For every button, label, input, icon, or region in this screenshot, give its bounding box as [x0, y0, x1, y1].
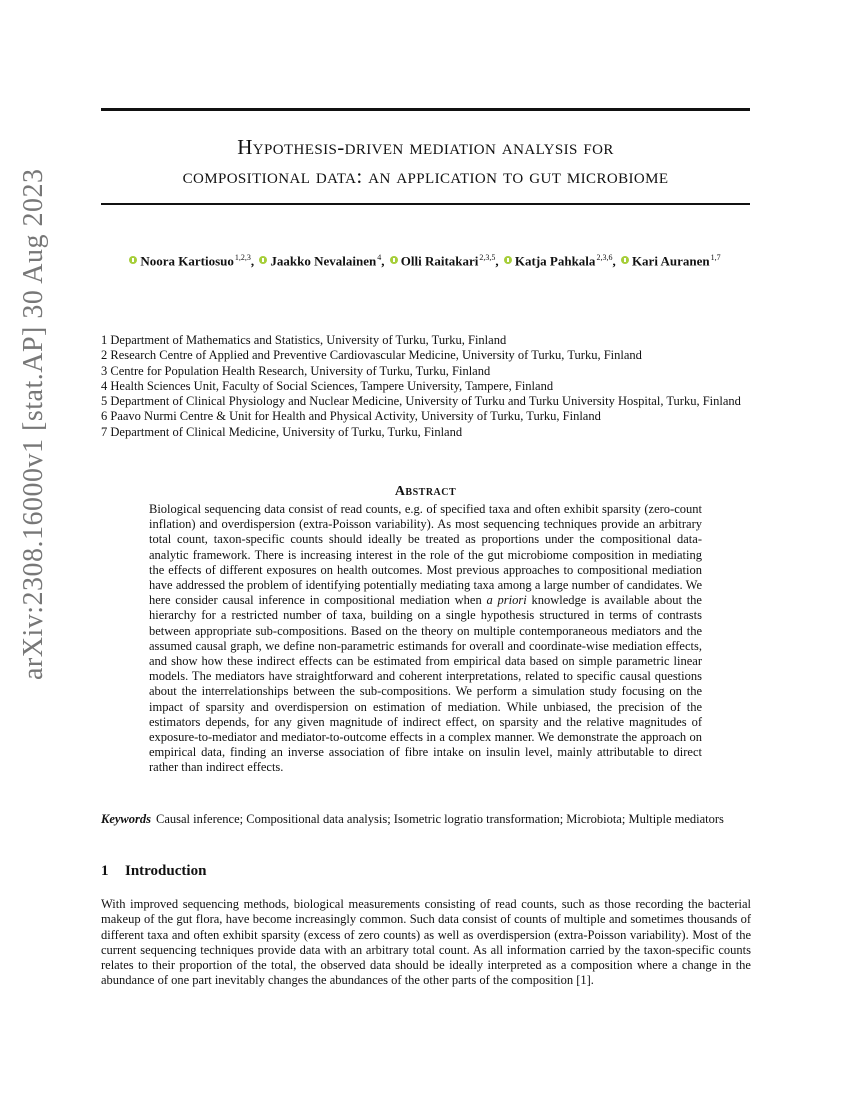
abstract-italic: a priori — [486, 593, 527, 608]
author-separator: , — [381, 253, 385, 269]
title-rule-top — [101, 108, 750, 111]
title-line-2: compositional data: an application to gut microbiome — [182, 164, 669, 188]
keywords — [101, 812, 753, 827]
author-name: Kari Auranen — [631, 253, 710, 269]
author-2 — [259, 253, 384, 269]
orcid-icon[interactable] — [259, 256, 267, 264]
orcid-icon[interactable] — [504, 256, 512, 264]
author-affil-sup: 2,3,6 — [596, 253, 613, 262]
abstract-heading: Abstract — [394, 484, 457, 499]
keywords-label: Keywords — [101, 812, 151, 826]
author-name: Katja Pahkala — [514, 253, 596, 269]
keywords-text: Causal inference; Compositional data analysis; Isometric logratio transformation; Microbiota; Multiple mediators — [156, 812, 724, 826]
author-4 — [504, 253, 616, 269]
affiliation: 6 Paavo Nurmi Centre & Unit for Health and Physical Activity, University of Turku, Turku, Finland — [101, 409, 601, 424]
intro-paragraph: With improved sequencing methods, biological measurements consisting of read counts, such as those recording the bacterial makeup of the gut flora, have become increasingly common. Such data consist of counts of multiple and sometimes thousands of different taxa and often exhibit sparsity (excess of zero counts) as well as overdispersion (extra-Poisson variability). Most of the current sequencing techniques provide data with an arbitrary total count. As all information carried by the taxon-specific counts relates to their proportion of the total, the observed data should be ideally interpreted as a composition where a change in the abundance of one part inevitably changes the abundances of the other parts of the composition [1]. — [101, 897, 751, 988]
affiliation: 2 Research Centre of Applied and Preventive Cardiovascular Medicine, University of Turku, Turku, Finland — [101, 348, 642, 363]
author-affil-sup: 2,3,5 — [479, 253, 496, 262]
orcid-icon[interactable] — [390, 256, 398, 264]
abstract-text: knowledge is available about the hierarchy for a restricted number of taxa, building on a single hypothesis structured in terms of contrasts between appropriate sub-compositions. Based on the theory on multiple contemporaneous mediators and the assumed causal graph, we define non-parametric estimands for overall and coordinate-wise mediation effects, and show how these indirect effects can be estimated from empirical data based on simple parametric linear models. The mediators have straightforward and coherent interpretations, related to specific causal questions about the interrelationships between the sub-compositions. We perform a simulation study focusing on the impact of sparsity and overdispersion on estimation of mediation. While unbiased, the precision of the estimators depends, for any given magnitude of indirect effect, on sparsity and the relative magnitudes of exposure-to-mediator and mediator-to-outcome effects in a complex manner. We demonstrate the approach on empirical data, finding an inverse association of fibre intake on insulin level, mainly attributable to direct rather than indirect effects. — [149, 593, 702, 775]
author-name: Noora Kartiosuo — [140, 253, 234, 269]
section-heading — [101, 863, 206, 880]
orcid-icon[interactable] — [129, 256, 137, 264]
affiliation: 1 Department of Mathematics and Statistics, University of Turku, Turku, Finland — [101, 333, 507, 347]
author-affil-sup: 1,7 — [710, 253, 721, 262]
section-number: 1 — [101, 863, 109, 879]
affiliation: 3 Centre for Population Health Research, University of Turku, Turku, Finland — [101, 363, 491, 378]
author-name: Jaakko Nevalainen — [270, 253, 377, 269]
affiliations — [101, 333, 756, 440]
author-separator: , — [250, 253, 255, 269]
arxiv-side-label: arXiv:2308.16000v1 [stat.AP] 30 Aug 2023 — [18, 168, 49, 680]
author-3 — [390, 253, 499, 269]
affiliation: 7 Department of Clinical Medicine, University of Turku, Turku, Finland — [101, 424, 463, 439]
author-affil-sup: 1,2,3 — [234, 253, 251, 262]
abstract-text: Biological sequencing data consist of read counts, e.g. of specified taxa and often exhibit sparsity (zero-count inflation) and overdispersion (extra-Poisson variability). As most sequencing techniques provide an arbitrary total count, taxon-specific counts should ideally be treated as proportions under the compositional data-analytic framework. There is increasing interest in the role of the gut microbiome composition in mediating the effects of different exposures on health outcomes. Most previous approaches to compositional mediation have addressed the problem of identifying potentially mediating taxa among a large number of candidates. We here consider causal inference in compositional mediation when — [149, 502, 702, 608]
author-5 — [621, 253, 721, 269]
author-name: Olli Raitakari — [400, 253, 479, 269]
affiliation: 4 Health Sciences Unit, Faculty of Social Sciences, Tampere University, Tampere, Finland — [101, 378, 554, 393]
abstract-body — [149, 502, 702, 776]
author-list — [60, 253, 790, 269]
title-line-1: Hypothesis-driven mediation analysis for — [237, 135, 614, 159]
author-separator: , — [612, 253, 616, 269]
orcid-icon[interactable] — [621, 256, 629, 264]
section-title: Introduction — [125, 863, 207, 879]
author-separator: , — [495, 253, 499, 269]
paper-title — [101, 133, 750, 191]
author-1 — [129, 253, 254, 269]
author-affil-sup: 4 — [377, 253, 382, 262]
affiliation: 5 Department of Clinical Physiology and Nuclear Medicine, University of Turku and Turku University Hospital, Turku, Finland — [101, 394, 741, 409]
title-rule-bottom — [101, 203, 750, 205]
